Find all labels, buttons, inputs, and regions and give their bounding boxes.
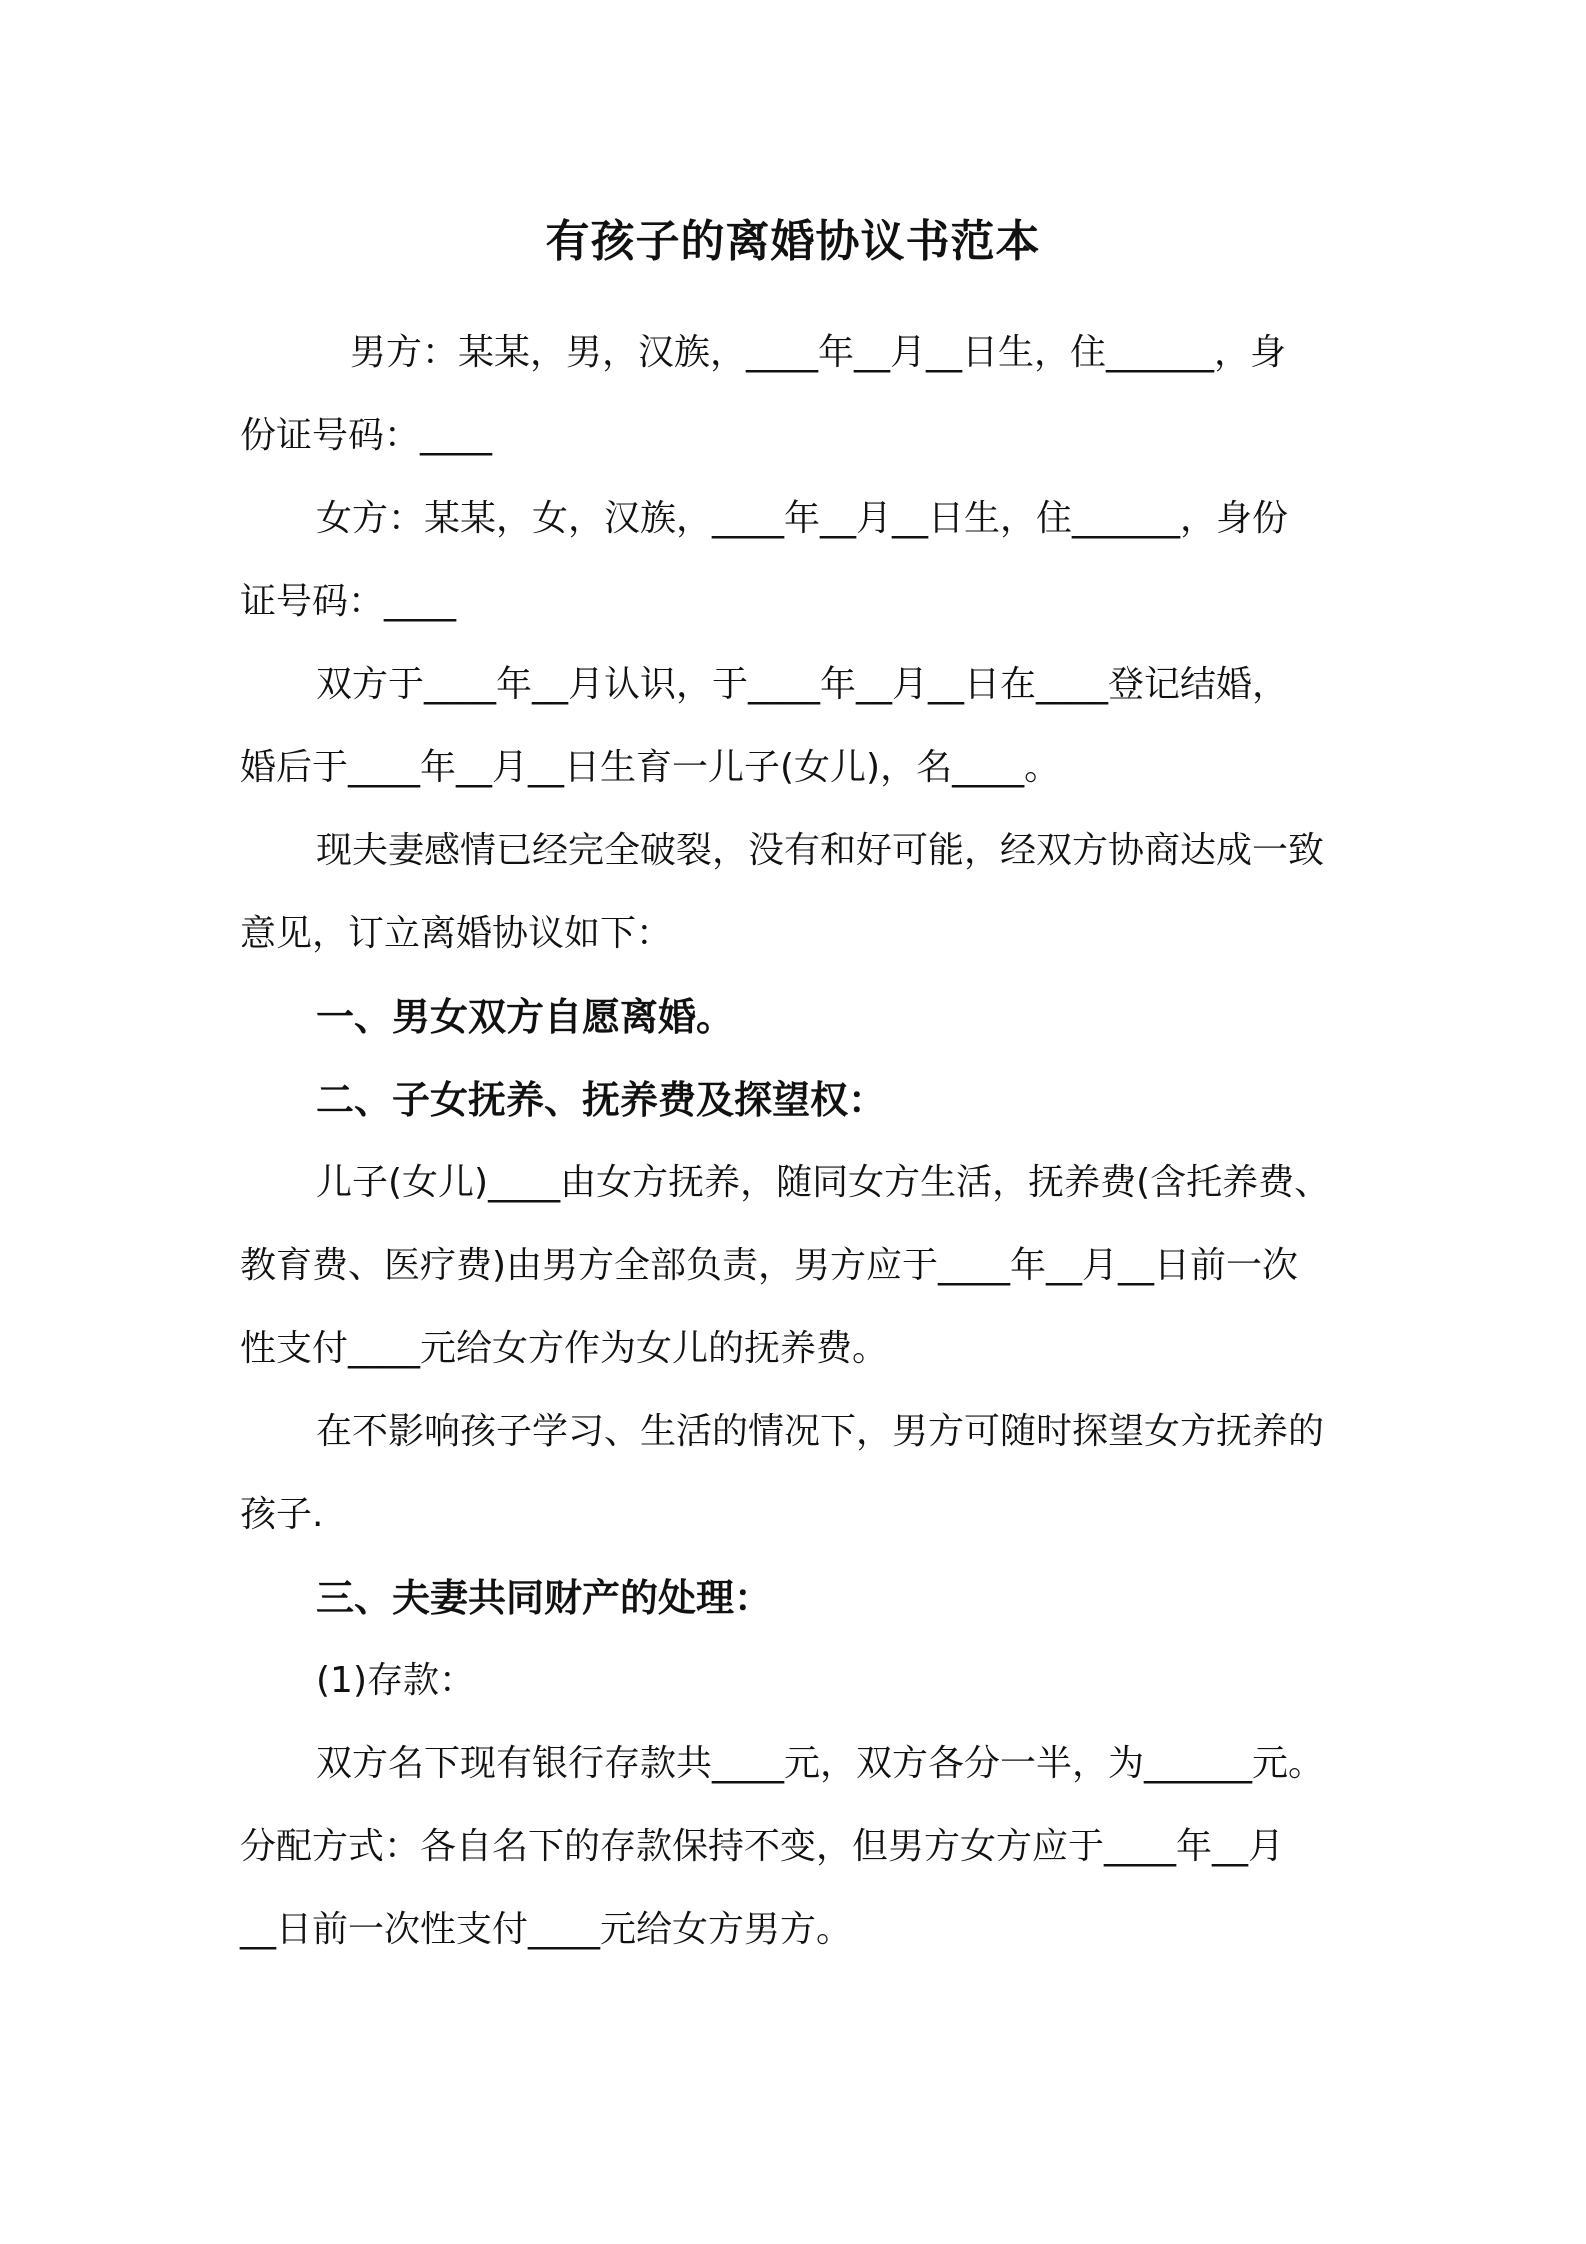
paragraph-line: 分配方式：各自名下的存款保持不变，但男方女方应于____年__月: [240, 1826, 1285, 1867]
paragraph-line: __日前一次性支付____元给女方男方。: [240, 1909, 853, 1950]
subsection-label: (1)存款：: [316, 1660, 475, 1701]
paragraph-line: 性支付____元给女方作为女儿的抚养费。: [240, 1328, 889, 1369]
paragraph-line: 意见，订立离婚协议如下：: [240, 913, 673, 954]
paragraph-line: 证号码：____: [240, 581, 457, 622]
section-heading: 二、子女抚养、抚养费及探望权：: [316, 1078, 887, 1122]
paragraph-line: 份证号码：____: [240, 415, 493, 456]
paragraph-line: 教育费、医疗费)由男方全部负责，男方应于____年__月__日前一次: [240, 1245, 1299, 1286]
paragraph-line: 现夫妻感情已经完全破裂，没有和好可能，经双方协商达成一致: [316, 830, 1325, 871]
paragraph-line: 在不影响孩子学习、生活的情况下，男方可随时探望女方抚养的: [316, 1411, 1325, 1452]
section-heading: 一、男女双方自愿离婚。: [316, 995, 735, 1039]
paragraph-line: 双方名下现有银行存款共____元，双方各分一半，为______元。: [316, 1743, 1325, 1784]
paragraph-line: 双方于____年__月认识，于____年__月__日在____登记结婚，: [316, 664, 1289, 705]
paragraph-line: 婚后于____年__月__日生育一儿子(女儿)，名____。: [240, 747, 1061, 788]
paragraph-line: 儿子(女儿)____由女方抚养，随同女方生活，抚养费(含托养费、: [316, 1162, 1331, 1203]
paragraph-line: 女方：某某，女，汉族，____年__月__日生，住______，身份: [316, 498, 1289, 539]
paragraph-line: 男方：某某，男，汉族，____年__月__日生，住______，身: [350, 332, 1287, 373]
document-title: 有孩子的离婚协议书范本: [545, 216, 1041, 267]
paragraph-line: 孩子.: [240, 1494, 324, 1535]
section-heading: 三、夫妻共同财产的处理：: [316, 1576, 773, 1620]
